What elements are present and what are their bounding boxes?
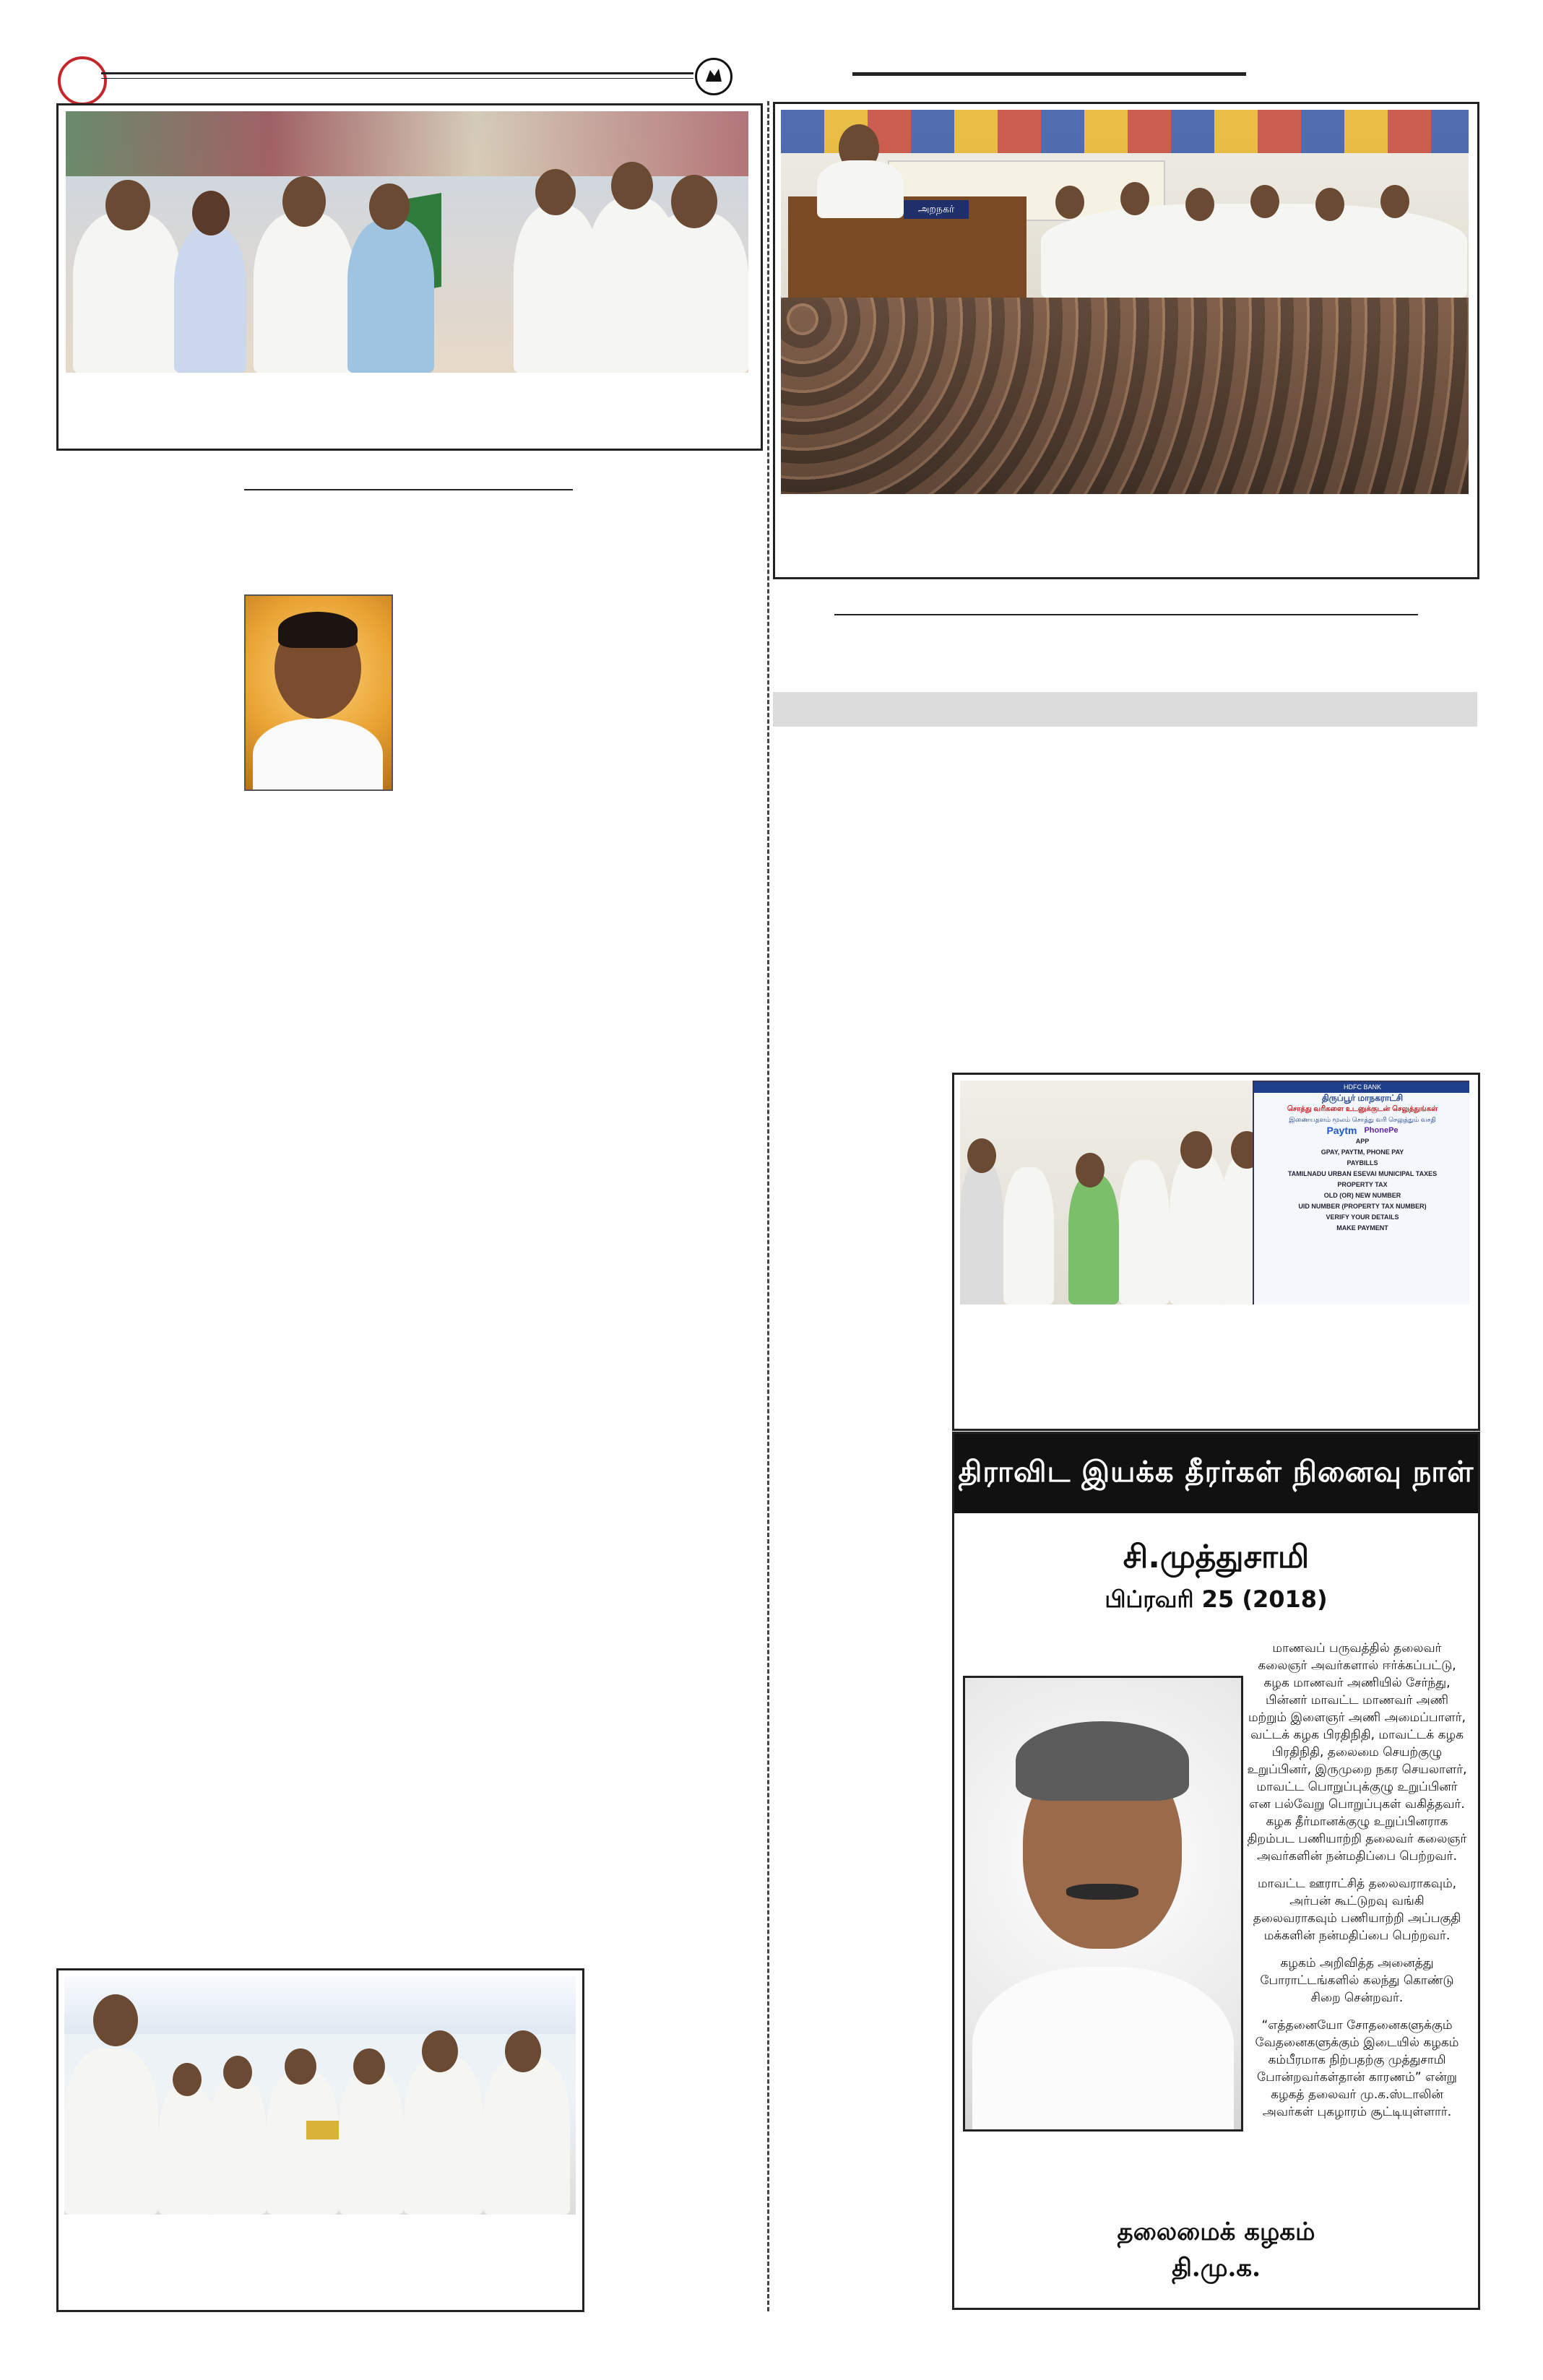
banner-line: PROPERTY TAX — [1337, 1181, 1388, 1188]
photo-meeting-crowd — [781, 298, 1469, 494]
photo-award — [64, 1976, 576, 2215]
masthead-rule-left — [101, 72, 693, 74]
masthead-rule-left-2 — [101, 78, 693, 79]
property-tax-banner — [1253, 1081, 1469, 1304]
bank-label: HDFC BANK — [1254, 1082, 1469, 1093]
banner-line: OLD (OR) NEW NUMBER — [1323, 1192, 1401, 1199]
memorial-signature-2: தி.மு.க. — [1172, 2254, 1261, 2282]
memorial-name: சி.முத்துசாமி — [1123, 1539, 1310, 1575]
banner-line: APP — [1355, 1138, 1370, 1145]
masthead-rule-right — [852, 72, 1246, 76]
memorial-bio-paragraph: “எத்தனையோ சோதனைகளுக்கும் வேதனைகளுக்கும் இடையில் கழகம் கம்பீரமாக நிற்பதற்கு முத்துசாமி போன்றவர்கள்தான் காரணம்” என்று கழகத் தலைவர் மு.க.ஸ்டாலின் அவர்கள் புகழாரம் சூட்டியுள்ளார். — [1255, 2018, 1459, 2119]
banner-line: GPAY, PAYTM, PHONE PAY — [1321, 1148, 1404, 1156]
banner-line: PAYBILLS — [1347, 1159, 1378, 1167]
section-rule-left — [244, 489, 573, 490]
photo-box-flag-off — [56, 103, 763, 451]
photo-flag-off — [66, 111, 748, 373]
memorial-date: பிப்ரவரி 25 (2018) — [1105, 1585, 1328, 1613]
memorial-bio-paragraph: மாணவப் பருவத்தில் தலைவர் கலைஞர் அவர்களால் ஈர்க்கப்பட்டு, கழக மாணவர் அணியில் சேர்ந்து, பின்னர் மாவட்ட மாணவர் அணி மற்றும் இளைஞர் அணி அமைப்பாளர், வட்டக் கழக பிரதிநிதி, மாவட்டக் கழக பிரதிநிதி, தலைமை செயற்குழு உறுப்பினர், இருமுறை நகர செயலாளர், மாவட்ட பொறுப்புக்குழு உறுப்பினர் என பல்வேறு பொறுப்புகள் வகித்தவர். கழக தீர்மானக்குழு உறுப்பினராக திறம்பட பணியாற்றி தலைவர் கலைஞர் அவர்களின் நன்மதிப்பை பெற்றவர். — [1247, 1641, 1467, 1864]
memorial-bio — [1247, 1640, 1467, 2131]
photo-box-award — [56, 1968, 584, 2312]
photo-meeting-stage — [781, 110, 1469, 298]
photo-box-meeting — [773, 102, 1479, 579]
paytm-logo: Paytm — [1326, 1125, 1357, 1136]
memorial-header: திராவிட இயக்க தீரர்கள் நினைவு நாள் — [954, 1434, 1478, 1513]
memorial-signature-1: தலைமைக் கழகம் — [1117, 2217, 1315, 2246]
portrait-thumbnail — [244, 594, 393, 791]
column-divider — [767, 101, 769, 2311]
photo-property-tax — [960, 1081, 1469, 1304]
memorial-bio-paragraph: மாவட்ட ஊராட்சித் தலைவராகவும், அர்பன் கூட்டுறவு வங்கி தலைவராகவும் பணியாற்றி அப்பகுதி மக்களின் நன்மதிப்பை பெற்றவர். — [1253, 1877, 1461, 1943]
banner-line: சொத்து வரிகளை உடனுக்குடன் செலுத்துங்கள் — [1287, 1105, 1438, 1113]
section-rule-right — [834, 614, 1418, 615]
memorial-portrait — [963, 1676, 1243, 2132]
page-number-circle — [58, 56, 107, 105]
banner-line: VERIFY YOUR DETAILS — [1326, 1213, 1399, 1221]
banner-line: MAKE PAYMENT — [1336, 1224, 1388, 1232]
photo-box-property-tax — [952, 1073, 1480, 1431]
party-emblem-icon — [695, 58, 732, 95]
banner-line: TAMILNADU URBAN ESEVAI MUNICIPAL TAXES — [1287, 1170, 1438, 1177]
banner-line: இணையதளம் மூலம் சொத்து வரி செலுத்தும் வசதி — [1289, 1116, 1436, 1123]
podium-sign: அறநகர் — [904, 200, 969, 219]
memorial-bio-paragraph: கழகம் அறிவித்த அனைத்து போராட்டங்களில் கலந்து கொண்டு சிறை சென்றவர். — [1260, 1956, 1454, 2005]
grey-heading-band — [773, 692, 1477, 727]
banner-line: UID NUMBER (PROPERTY TAX NUMBER) — [1298, 1203, 1427, 1210]
banner-line: திருப்பூர் மாநகராட்சி — [1321, 1093, 1404, 1103]
phonepe-logo: PhonePe — [1364, 1126, 1399, 1135]
memorial-notice — [952, 1432, 1480, 2310]
